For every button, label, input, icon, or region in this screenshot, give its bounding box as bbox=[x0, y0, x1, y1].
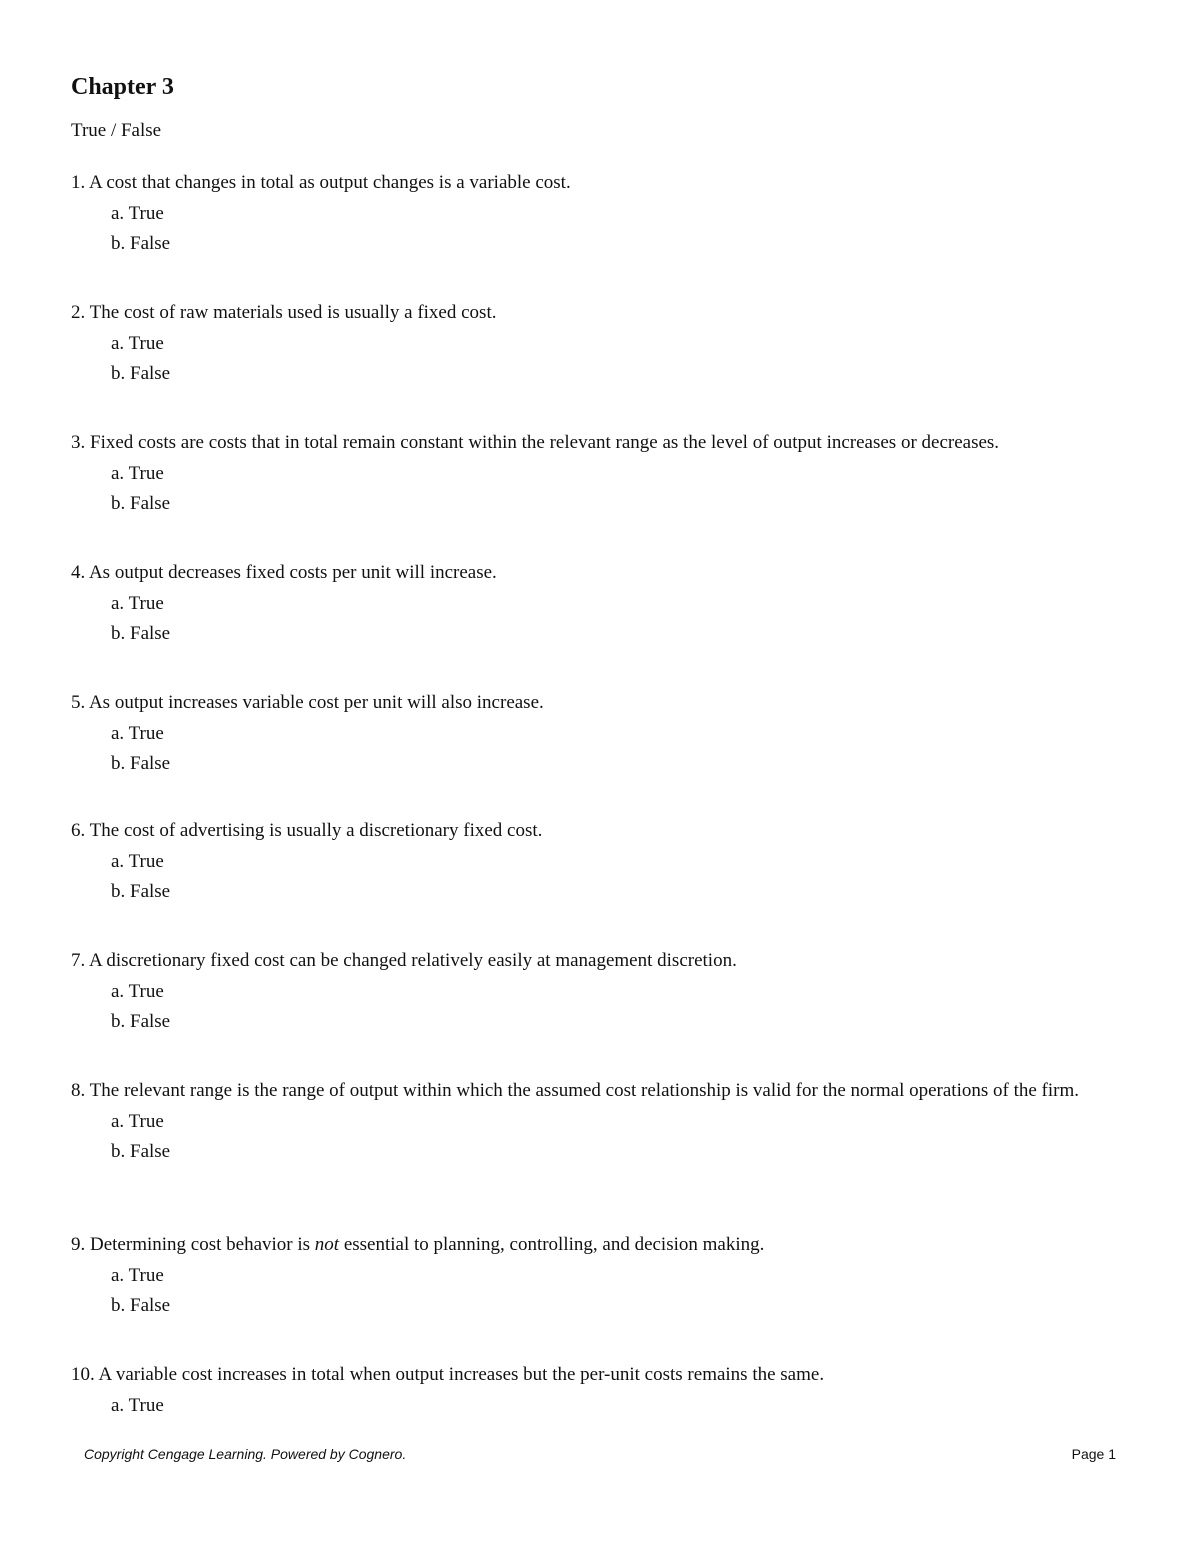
option-label: False bbox=[130, 881, 171, 902]
question-number: 3. bbox=[71, 432, 86, 453]
answer-options bbox=[71, 719, 1131, 779]
option-label: True bbox=[128, 593, 164, 614]
option-letter: a. bbox=[111, 981, 125, 1002]
option-label: False bbox=[130, 493, 171, 514]
option-letter: b. bbox=[111, 493, 126, 514]
question-number: 1. bbox=[71, 172, 86, 193]
option-letter: a. bbox=[111, 851, 125, 872]
question-8 bbox=[71, 1079, 1131, 1167]
question-text-before: Determining cost behavior is bbox=[90, 1234, 311, 1255]
option-label: False bbox=[130, 623, 171, 644]
option-letter: a. bbox=[111, 203, 125, 224]
option-true[interactable] bbox=[111, 329, 1131, 359]
question-stem bbox=[71, 301, 1131, 325]
option-false[interactable] bbox=[111, 1007, 1131, 1037]
question-2 bbox=[71, 301, 1131, 389]
option-letter: b. bbox=[111, 1295, 126, 1316]
question-9 bbox=[71, 1233, 1131, 1321]
option-false[interactable] bbox=[111, 229, 1131, 259]
option-label: True bbox=[128, 1265, 164, 1286]
question-number: 6. bbox=[71, 820, 86, 841]
option-true[interactable] bbox=[111, 1391, 1131, 1421]
chapter-title: Chapter 3 bbox=[71, 74, 174, 100]
question-text: A variable cost increases in total when output increases but the per-unit costs remains the same. bbox=[98, 1364, 825, 1385]
question-text: Fixed costs are costs that in total remain constant within the relevant range as the level of output increases or decreases. bbox=[90, 432, 1000, 453]
question-number: 2. bbox=[71, 302, 86, 323]
question-stem bbox=[71, 561, 1131, 585]
question-text-emphasis: not bbox=[314, 1234, 340, 1255]
answer-options bbox=[71, 1107, 1131, 1167]
option-letter: b. bbox=[111, 623, 126, 644]
question-stem bbox=[71, 819, 1131, 843]
option-false[interactable] bbox=[111, 359, 1131, 389]
copyright-notice: Copyright Cengage Learning. Powered by Cognero. bbox=[84, 1446, 407, 1462]
option-label: True bbox=[128, 1111, 164, 1132]
section-heading: True / False bbox=[71, 120, 162, 141]
question-number: 9. bbox=[71, 1234, 86, 1255]
question-stem bbox=[71, 949, 1131, 973]
option-letter: b. bbox=[111, 753, 126, 774]
page-footer bbox=[84, 1446, 1116, 1466]
option-letter: a. bbox=[111, 1265, 125, 1286]
answer-options bbox=[71, 459, 1131, 519]
question-text: The relevant range is the range of output within which the assumed cost relationship is valid for the normal operations of the firm. bbox=[89, 1080, 1079, 1101]
question-text-after: essential to planning, controlling, and decision making. bbox=[343, 1234, 765, 1255]
option-true[interactable] bbox=[111, 719, 1131, 749]
question-4 bbox=[71, 561, 1131, 649]
option-label: False bbox=[130, 1295, 171, 1316]
option-true[interactable] bbox=[111, 459, 1131, 489]
question-text: The cost of raw materials used is usually a fixed cost. bbox=[89, 302, 497, 323]
answer-options bbox=[71, 1261, 1131, 1321]
option-label: True bbox=[128, 851, 164, 872]
question-number: 4. bbox=[71, 562, 86, 583]
option-false[interactable] bbox=[111, 1291, 1131, 1321]
question-1 bbox=[71, 171, 1131, 259]
answer-options bbox=[71, 199, 1131, 259]
option-label: True bbox=[128, 1395, 164, 1416]
question-10 bbox=[71, 1363, 1131, 1421]
option-letter: a. bbox=[111, 723, 125, 744]
question-stem bbox=[71, 171, 1131, 195]
question-stem bbox=[71, 1363, 1131, 1387]
question-stem bbox=[71, 431, 1131, 455]
option-true[interactable] bbox=[111, 589, 1131, 619]
option-label: False bbox=[130, 233, 171, 254]
answer-options bbox=[71, 589, 1131, 649]
option-label: False bbox=[130, 753, 171, 774]
option-false[interactable] bbox=[111, 749, 1131, 779]
answer-options bbox=[71, 977, 1131, 1037]
question-stem bbox=[71, 1079, 1131, 1103]
question-number: 5. bbox=[71, 692, 86, 713]
option-false[interactable] bbox=[111, 1137, 1131, 1167]
option-letter: b. bbox=[111, 233, 126, 254]
answer-options bbox=[71, 847, 1131, 907]
question-7 bbox=[71, 949, 1131, 1037]
question-5 bbox=[71, 691, 1131, 779]
option-label: True bbox=[128, 463, 164, 484]
option-true[interactable] bbox=[111, 1107, 1131, 1137]
option-letter: a. bbox=[111, 593, 125, 614]
option-false[interactable] bbox=[111, 489, 1131, 519]
option-letter: a. bbox=[111, 1395, 125, 1416]
question-stem bbox=[71, 1233, 1131, 1257]
option-true[interactable] bbox=[111, 847, 1131, 877]
option-letter: a. bbox=[111, 1111, 125, 1132]
option-true[interactable] bbox=[111, 977, 1131, 1007]
option-label: True bbox=[128, 203, 164, 224]
question-text: As output decreases fixed costs per unit will increase. bbox=[88, 562, 497, 583]
option-false[interactable] bbox=[111, 619, 1131, 649]
option-false[interactable] bbox=[111, 877, 1131, 907]
option-letter: a. bbox=[111, 463, 125, 484]
question-3 bbox=[71, 431, 1131, 519]
question-6 bbox=[71, 819, 1131, 907]
option-label: True bbox=[128, 981, 164, 1002]
option-true[interactable] bbox=[111, 1261, 1131, 1291]
question-number: 7. bbox=[71, 950, 86, 971]
question-text: A discretionary fixed cost can be changed relatively easily at management discretion. bbox=[88, 950, 737, 971]
option-label: True bbox=[128, 333, 164, 354]
answer-options bbox=[71, 1391, 1131, 1421]
question-text: As output increases variable cost per unit will also increase. bbox=[88, 692, 544, 713]
option-label: True bbox=[128, 723, 164, 744]
page-number: Page 1 bbox=[1071, 1446, 1116, 1462]
option-letter: b. bbox=[111, 881, 126, 902]
option-letter: b. bbox=[111, 1141, 126, 1162]
option-label: False bbox=[130, 1011, 171, 1032]
option-true[interactable] bbox=[111, 199, 1131, 229]
question-number: 10. bbox=[71, 1364, 95, 1385]
option-letter: a. bbox=[111, 333, 125, 354]
question-text: The cost of advertising is usually a discretionary fixed cost. bbox=[89, 820, 543, 841]
option-letter: b. bbox=[111, 1011, 126, 1032]
option-label: False bbox=[130, 1141, 171, 1162]
question-stem bbox=[71, 691, 1131, 715]
option-label: False bbox=[130, 363, 171, 384]
question-number: 8. bbox=[71, 1080, 86, 1101]
answer-options bbox=[71, 329, 1131, 389]
option-letter: b. bbox=[111, 363, 126, 384]
question-text: A cost that changes in total as output changes is a variable cost. bbox=[88, 172, 571, 193]
